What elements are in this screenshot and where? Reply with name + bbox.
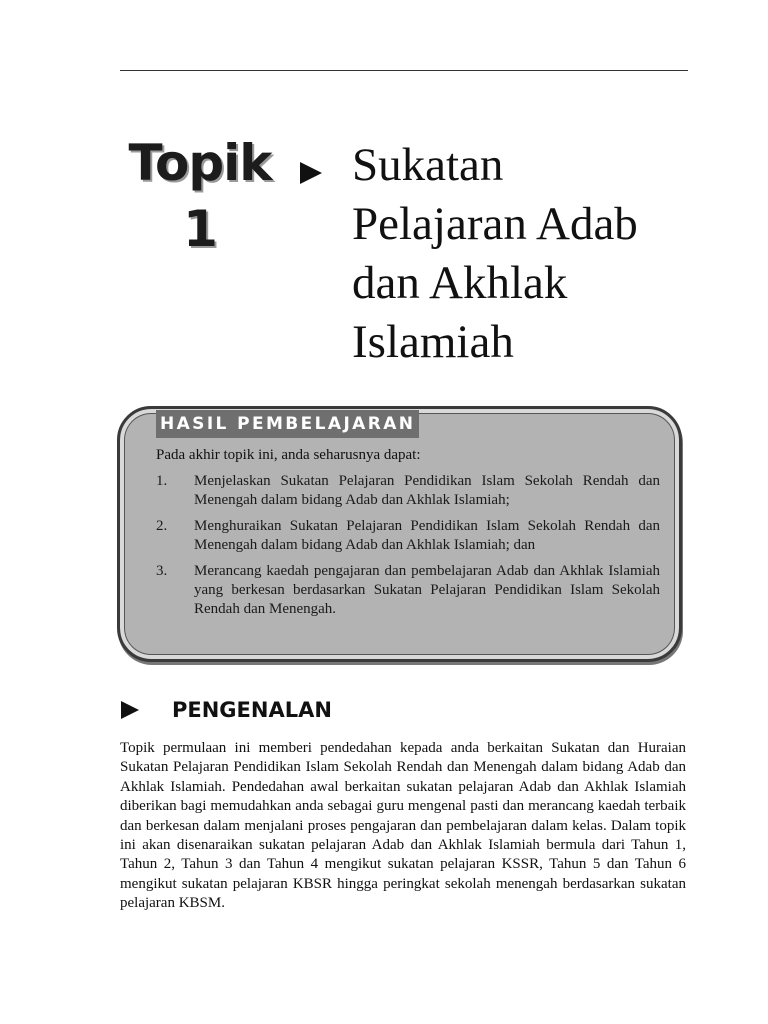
list-item-text: Menjelaskan Sukatan Pelajaran Pendidikan Islam Sekolah Rendah dan Menengah dalam bidang Adab dan Akhlak Islamiah; [194,473,660,508]
topic-label [120,130,280,262]
topic-title-line: Sukatan [352,139,504,191]
topic-word: Topik [128,134,272,192]
learning-outcomes-list [156,472,660,626]
list-item-number: 1. [156,473,168,489]
list-item-text: Menghuraikan Sukatan Pelajaran Pendidikan Islam Sekolah Rendah dan Menengah dalam bidang Adab dan Akhlak Islamiah; dan [194,518,660,553]
topic-title-line: Pelajaran Adab [352,198,638,250]
play-arrow-icon [300,162,322,184]
topic-title-line: Islamiah [352,316,514,368]
section-arrow-icon [121,701,139,719]
learning-outcomes-intro: Pada akhir topik ini, anda seharusnya dapat: [156,447,421,463]
list-item-number: 2. [156,518,168,534]
top-rule [120,70,688,71]
list-item-number: 3. [156,563,168,579]
intro-paragraph: Topik permulaan ini memberi pendedahan kepada anda berkaitan Sukatan dan Huraian Sukatan Pelajaran Pendidikan Islam Sekolah Rendah dan Menengah dalam bidang Adab dan Akhlak Islamiah. Pendedahan awal berkaitan sukatan pelajaran Adab dan Akhlak Islamiah diberikan bagi memudahkan anda sebagai guru mengenal pasti dan merancang kaedah terbaik dan berkesan dalam menjalani proses pengajaran dan pembelajaran dalam kelas. Dalam topik ini akan disenaraikan sukatan pelajaran Adab dan Akhlak Islamiah bermula dari Tahun 1, Tahun 2, Tahun 3 dan Tahun 4 mengikut sukatan pelajaran KSSR, Tahun 5 dan Tahun 6 mengikut sukatan pelajaran KBSR hingga peringkat sekolah menengah berdasarkan sukatan pelajaran KBSM. [120,740,686,912]
list-item [156,562,660,619]
topic-title [352,136,692,372]
section-heading: PENGENALAN [172,698,332,722]
topic-title-line: dan Akhlak [352,257,568,309]
list-item [156,472,660,510]
list-item-text: Merancang kaedah pengajaran dan pembelajaran Adab dan Akhlak Islamiah yang berkesan berdasarkan Sukatan Pelajaran Pendidikan Islam Sekolah Rendah dan Menengah. [194,563,660,617]
topic-number: 1 [183,200,217,258]
learning-outcomes-heading: HASIL PEMBELAJARAN [156,410,419,438]
list-item [156,517,660,555]
